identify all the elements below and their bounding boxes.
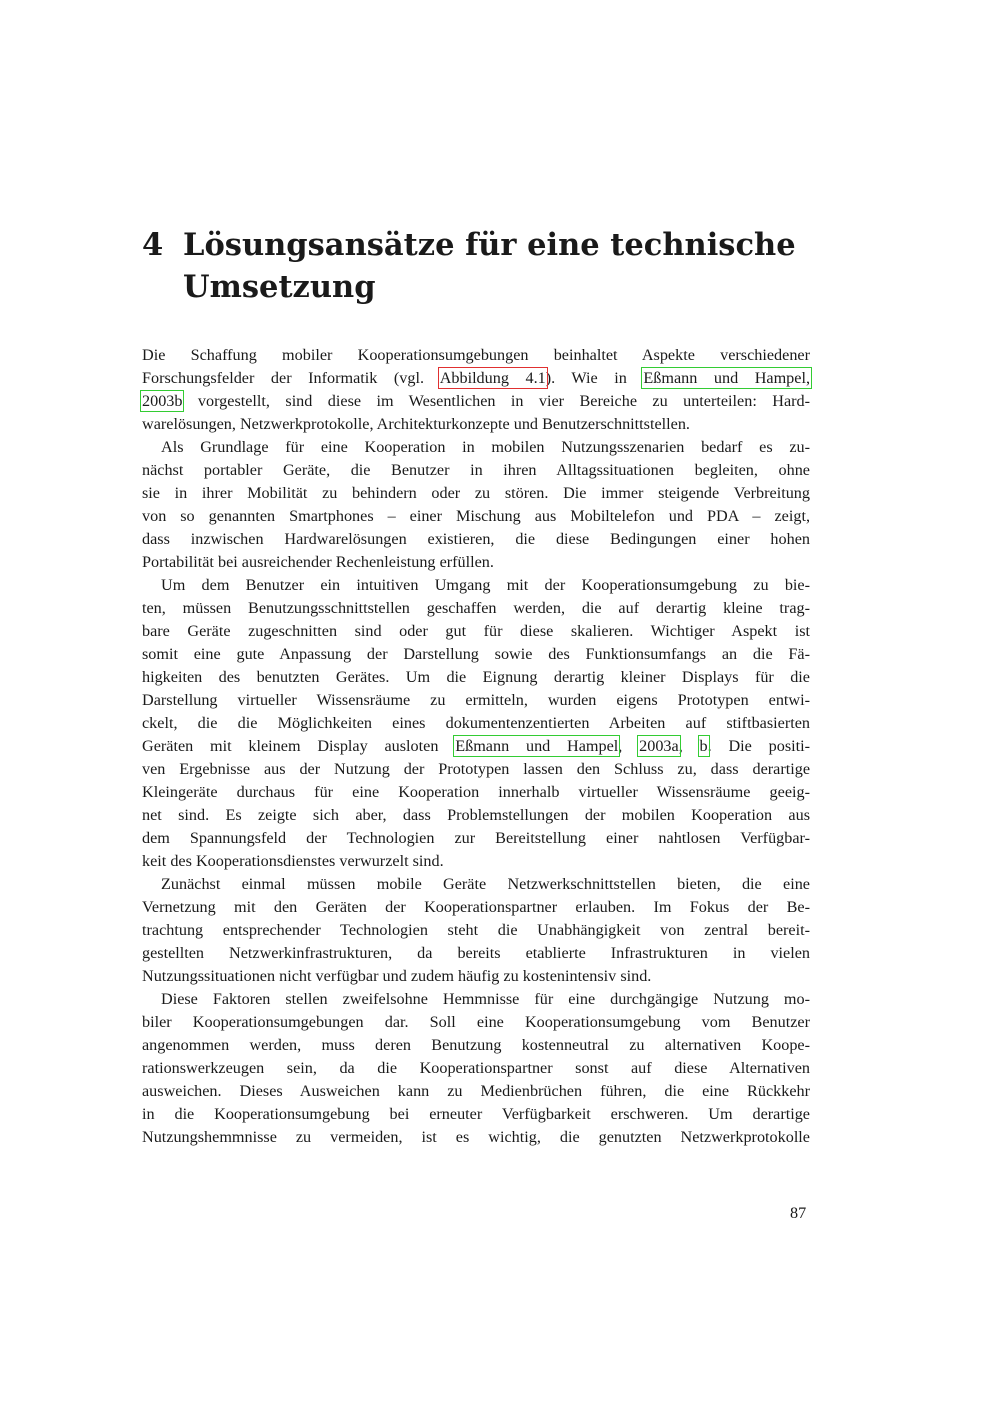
text-line: biler Kooperationsumgebungen dar. Soll eine Kooperationsumgebung vom Benutzer xyxy=(142,1013,810,1031)
citation-link[interactable]: Eßmann und Hampel, xyxy=(643,369,811,387)
text-line: Als Grundlage für eine Kooperation in mobilen Nutzungsszenarien bedarf es zu- xyxy=(161,438,810,456)
text-line: Portabilität bei ausreichender Rechenleistung erfüllen. xyxy=(142,553,494,571)
text-line: Kleingeräte durchaus für eine Kooperation innerhalb virtueller Wissensräume geeig- xyxy=(142,783,810,801)
text-line: trachtung entsprechender Technologien steht die Unabhängigkeit von zentral bereit- xyxy=(142,921,810,939)
text-line: Forschungsfelder der Informatik (vgl. Abbildung 4.1). Wie in Eßmann und Hampel, xyxy=(142,369,811,387)
chapter-title-line-2: Umsetzung xyxy=(183,269,376,305)
citation-link[interactable]: Eßmann und Hampel xyxy=(455,737,619,755)
text-line: warelösungen, Netzwerkprotokolle, Architekturkonzepte und Benutzerschnittstellen. xyxy=(142,415,690,433)
text-line: bare Geräte zugeschnitten sind oder gut für diese skalieren. Wichtiger Aspekt ist xyxy=(142,622,810,640)
citation-link[interactable]: b xyxy=(699,737,708,755)
text-line: 2003b vorgestellt, sind diese im Wesentlichen in vier Bereiche zu unterteilen: Hard- xyxy=(142,392,810,410)
text-line: higkeiten des benutzten Gerätes. Um die Eignung derartig kleiner Displays für die xyxy=(142,668,810,686)
text-line: ausweichen. Dieses Ausweichen kann zu Medienbrüchen führen, die eine Rückkehr xyxy=(142,1082,810,1100)
text-line: keit des Kooperationsdienstes verwurzelt sind. xyxy=(142,852,444,870)
text-line: ckelt, die die Möglichkeiten eines dokumentenzentierten Arbeiten auf stiftbasierten xyxy=(142,714,810,732)
text-line: Vernetzung mit den Geräten der Kooperationspartner erlauben. Im Fokus der Be- xyxy=(142,898,810,916)
text-line: Zunächst einmal müssen mobile Geräte Netzwerkschnittstellen bieten, die eine xyxy=(161,875,810,893)
text-line: Darstellung virtueller Wissensräume zu ermitteln, wurden eigens Prototypen entwi- xyxy=(142,691,810,709)
text-line: Nutzungshemmnisse zu vermeiden, ist es wichtig, die genutzten Netzwerkprotokolle xyxy=(142,1128,810,1146)
text-line: Die Schaffung mobiler Kooperationsumgebungen beinhaltet Aspekte verschiedener xyxy=(142,346,810,364)
text-line: somit eine gute Anpassung der Darstellung sowie des Funktionsumfangs an die Fä- xyxy=(142,645,810,663)
text-line: sie in ihrer Mobilität zu behindern oder zu stören. Die immer steigende Verbreitung xyxy=(142,484,810,502)
text-line: dass inzwischen Hardwarelösungen existieren, die diese Bedingungen einer hohen xyxy=(142,530,810,548)
text-line: Geräten mit kleinem Display ausloten Eßmann und Hampel, 2003a, b. Die positi- xyxy=(142,737,811,755)
text-line: Diese Faktoren stellen zweifelsohne Hemmnisse für eine durchgängige Nutzung mo- xyxy=(161,990,810,1008)
text-line: net sind. Es zeigte sich aber, dass Problemstellungen der mobilen Kooperation aus xyxy=(142,806,810,824)
text-line: ven Ergebnisse aus der Nutzung der Prototypen lassen den Schluss zu, dass derartige xyxy=(142,760,810,778)
text-line: gestellten Netzwerkinfrastrukturen, da bereits etablierte Infrastrukturen in vielen xyxy=(142,944,810,962)
chapter-title-line-1: Lösungsansätze für eine technische xyxy=(183,227,796,263)
text-line: von so genannten Smartphones – einer Mischung aus Mobiltelefon und PDA – zeigt, xyxy=(142,507,810,525)
text-line: ten, müssen Benutzungsschnittstellen geschaffen werden, die auf derartig kleine trag- xyxy=(142,599,810,617)
page-number: 87 xyxy=(790,1204,807,1222)
chapter-number: 4 xyxy=(142,227,164,263)
text-line: dem Spannungsfeld der Technologien zur Bereitstellung einer nahtlosen Verfügbar- xyxy=(142,829,810,847)
citation-link[interactable]: 2003b xyxy=(142,392,183,410)
figure-reference-link[interactable]: Abbildung 4.1 xyxy=(439,369,546,387)
text-line: Um dem Benutzer ein intuitiven Umgang mit der Kooperationsumgebung zu bie- xyxy=(161,576,810,594)
text-line: rationswerkzeugen sein, da die Kooperationspartner sonst auf diese Alternativen xyxy=(142,1059,810,1077)
text-line: in die Kooperationsumgebung bei erneuter Verfügbarkeit erschweren. Um derartige xyxy=(142,1105,810,1123)
text-line: Nutzungssituationen nicht verfügbar und zudem häufig zu kostenintensiv sind. xyxy=(142,967,652,985)
citation-link[interactable]: 2003a xyxy=(639,737,679,755)
text-line: angenommen werden, muss deren Benutzung kostenneutral zu alternativen Koope- xyxy=(142,1036,810,1054)
text-line: nächst portabler Geräte, die Benutzer in ihren Alltagssituationen begleiten, ohne xyxy=(142,461,810,479)
